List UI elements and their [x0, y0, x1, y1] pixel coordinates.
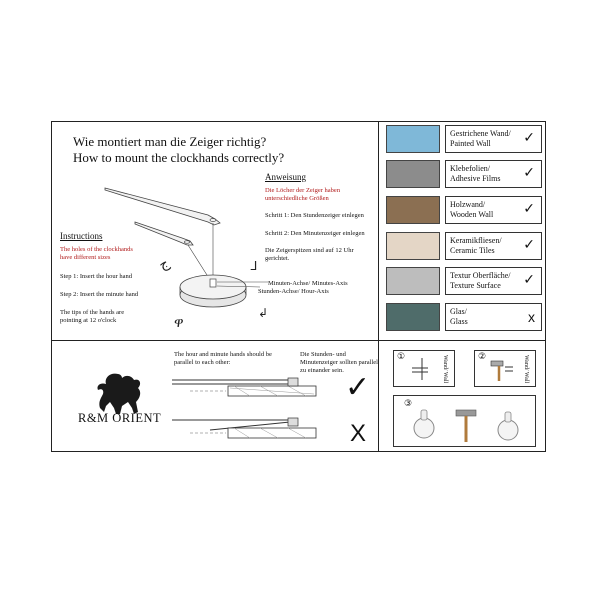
- check-icon: ✓: [523, 130, 535, 146]
- horizontal-divider: [51, 340, 546, 341]
- brand-name: R&M ORIENT: [78, 411, 162, 425]
- title-en: How to mount the clockhands correctly?: [73, 150, 285, 165]
- material-image-painted-wall: [386, 125, 440, 153]
- svg-text:↲: ↲: [258, 306, 269, 320]
- parallel-text-en: The hour and minute hands should be parallel to each other:: [174, 351, 272, 366]
- instructions-heading-en: Instructions: [60, 231, 103, 241]
- material-image-adhesive-films: [386, 160, 440, 188]
- material-image-glass: [386, 303, 440, 331]
- vertical-divider: [378, 121, 379, 452]
- parallel-hands-diagram: [170, 370, 350, 450]
- griffin-logo-icon: [88, 370, 148, 415]
- check-icon: ✓: [523, 201, 535, 217]
- wall-label: Wand/ Wall: [442, 355, 448, 384]
- instructions-step1-de: Schritt 1: Den Stundenzeiger einlegen: [265, 212, 364, 219]
- hook-mount-illustration: [406, 406, 526, 446]
- parallel-text-de: Die Stunden- und Minutenzeiger sollten parallel zu einander sein.: [300, 351, 378, 374]
- check-icon: ✓: [523, 165, 535, 181]
- instructions-heading-de: Anweisung: [265, 172, 306, 182]
- svg-text:ᒧ: ᒧ: [250, 259, 258, 273]
- instructions-tip-de: Die Zeigerspitzen sind auf 12 Uhr gerichtet.: [265, 247, 354, 262]
- instructions-step1-en: Step 1: Insert the hour hand: [60, 273, 133, 280]
- mount-step3-panel: [393, 395, 536, 447]
- material-ceramic-tiles: Keramikfliesen/ Ceramic Tiles ✓: [445, 232, 542, 260]
- wall-label: Wand/ Wall: [523, 355, 529, 384]
- hour-axis-label: Stunden-Achse/ Hour-Axis: [258, 288, 329, 295]
- nail-icon: [408, 356, 432, 382]
- hammer-icon: [487, 355, 515, 383]
- title-de: Wie montiert man die Zeiger richtig?: [73, 134, 267, 149]
- cross-icon: x: [528, 309, 535, 325]
- check-icon: ✓: [523, 237, 535, 253]
- wrong-cross-icon: X: [350, 420, 367, 447]
- svg-text:ዋ: ዋ: [174, 315, 184, 330]
- instructions-note-de: Die Löcher der Zeiger haben unterschiedliche Größen: [265, 187, 341, 202]
- minute-hand: [105, 188, 220, 225]
- mount-step2-number: ②: [478, 352, 487, 362]
- check-icon: ✓: [523, 272, 535, 288]
- instructions-tip-en: The tips of the hands are pointing at 12 o'clock: [60, 309, 125, 324]
- material-painted-wall: Gestrichene Wand/ Painted Wall ✓: [445, 125, 542, 153]
- material-image-ceramic-tiles: [386, 232, 440, 260]
- material-image-texture-surface: [386, 267, 440, 295]
- instructions-step2-de: Schritt 2: Den Minutenzeiger einlegen: [265, 230, 365, 237]
- material-wooden-wall: Holzwand/ Wooden Wall ✓: [445, 196, 542, 224]
- mount-step1-panel: [393, 350, 455, 387]
- mount-step1-number: ①: [397, 352, 406, 362]
- instructions-step2-en: Step 2: Insert the minute hand: [60, 291, 139, 298]
- material-image-wooden-wall: [386, 196, 440, 224]
- material-texture-surface: Textur Oberfläche/ Texture Surface ✓: [445, 267, 542, 295]
- svg-text:ج: ج: [156, 255, 172, 274]
- instructions-note-en: The holes of the clockhands have different sizes: [60, 246, 133, 261]
- mount-step2-panel: [474, 350, 536, 387]
- minute-axis-label: Minuten-Achse/ Minutes-Axis: [268, 280, 348, 287]
- correct-check-icon: ✓: [345, 370, 371, 405]
- material-glass: Glas/ Glass x: [445, 303, 542, 331]
- mount-step3-number: ③: [404, 399, 413, 409]
- material-adhesive-films: Klebefolien/ Adhesive Films ✓: [445, 160, 542, 188]
